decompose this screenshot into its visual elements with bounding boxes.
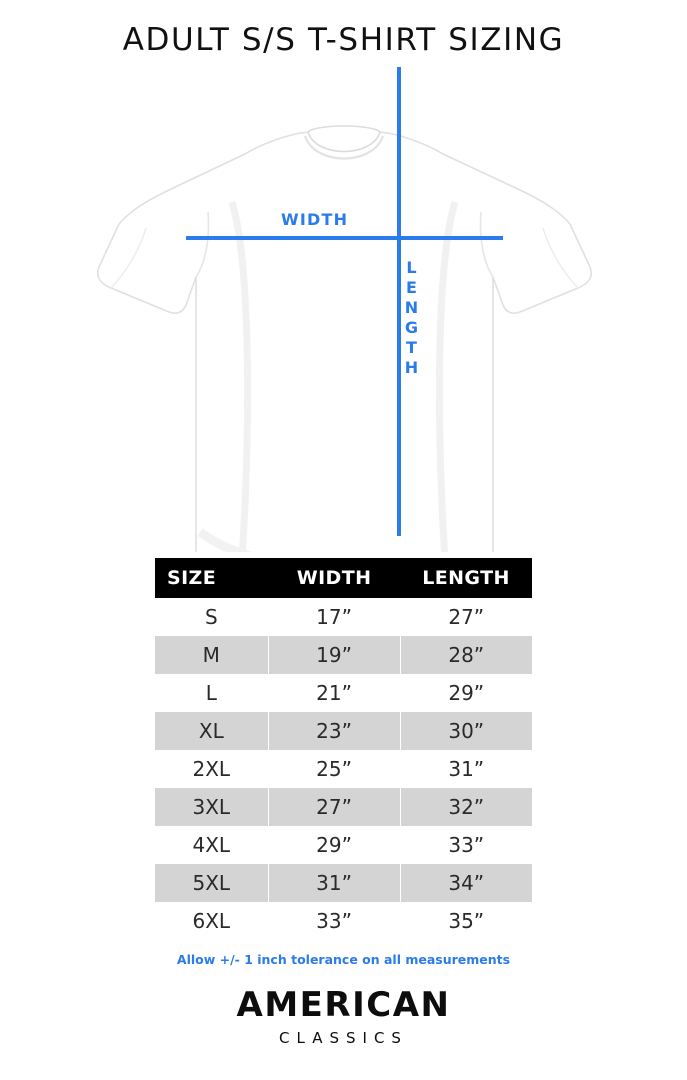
- cell-length: 29”: [400, 674, 532, 712]
- length-label: LENGTH: [402, 258, 421, 378]
- cell-length: 35”: [400, 902, 532, 940]
- size-table-container: [155, 558, 532, 940]
- brand-logo: [237, 985, 451, 1047]
- shirt-diagram: [0, 62, 687, 552]
- cell-size: S: [155, 598, 268, 636]
- table-row: [155, 864, 532, 902]
- cell-size: M: [155, 636, 268, 674]
- table-row: [155, 826, 532, 864]
- cell-width: 27”: [268, 788, 400, 826]
- cell-size: L: [155, 674, 268, 712]
- cell-length: 32”: [400, 788, 532, 826]
- size-table: [155, 558, 532, 940]
- cell-width: 19”: [268, 636, 400, 674]
- column-header-width: WIDTH: [268, 558, 400, 598]
- column-header-length: LENGTH: [400, 558, 532, 598]
- tshirt-illustration: [0, 62, 687, 552]
- table-row: [155, 902, 532, 940]
- brand-name: AMERICAN: [236, 985, 451, 1025]
- cell-size: 4XL: [155, 826, 268, 864]
- column-header-size: SIZE: [155, 558, 268, 598]
- cell-size: XL: [155, 712, 268, 750]
- cell-width: 33”: [268, 902, 400, 940]
- cell-width: 29”: [268, 826, 400, 864]
- table-row: [155, 598, 532, 636]
- table-row: [155, 750, 532, 788]
- table-row: [155, 674, 532, 712]
- cell-width: 25”: [268, 750, 400, 788]
- brand-subtitle: CLASSICS: [279, 1029, 408, 1047]
- table-row: [155, 712, 532, 750]
- table-row: [155, 636, 532, 674]
- cell-length: 34”: [400, 864, 532, 902]
- width-label: WIDTH: [281, 210, 349, 229]
- cell-length: 28”: [400, 636, 532, 674]
- cell-width: 17”: [268, 598, 400, 636]
- page-title: ADULT S/S T-SHIRT SIZING: [122, 22, 565, 58]
- cell-length: 30”: [400, 712, 532, 750]
- cell-width: 21”: [268, 674, 400, 712]
- cell-length: 33”: [400, 826, 532, 864]
- cell-width: 23”: [268, 712, 400, 750]
- cell-size: 2XL: [155, 750, 268, 788]
- cell-length: 27”: [400, 598, 532, 636]
- cell-size: 6XL: [155, 902, 268, 940]
- table-row: [155, 788, 532, 826]
- cell-size: 3XL: [155, 788, 268, 826]
- table-header-row: [155, 558, 532, 598]
- cell-length: 31”: [400, 750, 532, 788]
- tolerance-note: Allow +/- 1 inch tolerance on all measurements: [176, 952, 511, 967]
- cell-size: 5XL: [155, 864, 268, 902]
- table-header: [155, 558, 532, 598]
- table-body: [155, 598, 532, 940]
- cell-width: 31”: [268, 864, 400, 902]
